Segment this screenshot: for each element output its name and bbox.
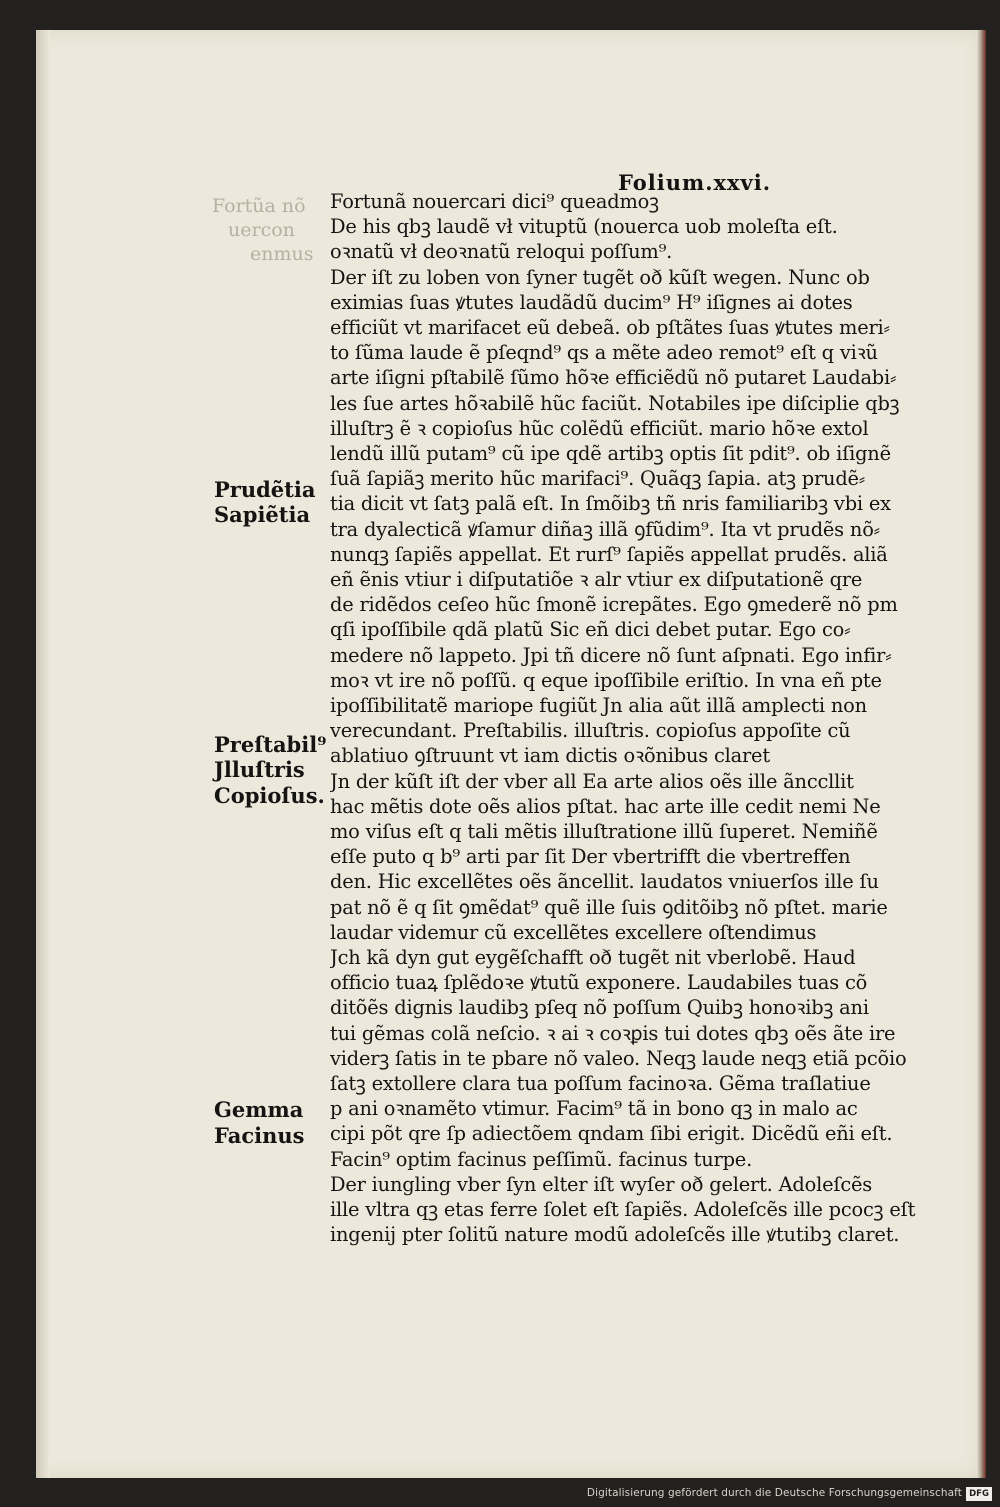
text-line: ſatꝫ extollere clara tua poſſum facinoꝛa. Gẽma traſlatiue: [330, 1072, 871, 1095]
text-line: oꝛnatũ vł deoꝛnatũ reloqui poſſum⁹.: [330, 240, 673, 264]
text-line: hac mẽtis dote oẽs alios pſtat. hac arte ille cedit nemi Ne: [330, 794, 881, 818]
text-line: les ſue artes hõꝛabilẽ hũc faciũt. Notabiles ipe diſciplie qbꝫ: [330, 391, 900, 415]
text-line: arte iſigni pſtabilẽ ſũmo hõꝛe efficiẽdũ nõ putaret Laudabi⸗: [330, 366, 897, 390]
text-line: moꝛ vt ire nõ poſſũ. q eque ipoſſibile eriſtio. In vna eñ pte: [330, 668, 882, 692]
text-line: ablatiuo ꝯſtruunt vt iam dictis oꝛõnibus claret: [330, 744, 770, 768]
show-through-text: Fortũa nõ: [212, 195, 306, 217]
text-line: viderꝫ ſatis in te pbare nõ valeo. Neqꝫ laude neqꝫ etiã pcõio: [330, 1046, 907, 1070]
text-line: Facin⁹ optim facinus peſſimũ. facinus turpe.: [330, 1147, 753, 1171]
margin-note-illustris: Jlluſtris: [214, 757, 305, 782]
text-line: cipi põt qre ſp adiectõem qndam ſibi erigit. Dicẽdũ eñi eſt.: [330, 1122, 893, 1146]
text-line: laudar videmur cũ excellẽtes excellere oſtendimus: [330, 920, 817, 944]
margin-note-facinus: Facinus: [214, 1123, 305, 1148]
show-through-text: enmus: [250, 243, 314, 265]
text-line: Der iungling vber ſyn elter iſt wyſer oð gelert. Adoleſcẽs: [330, 1172, 873, 1196]
text-line: to ſũma laude ẽ pſeqnd⁹ qs a mẽte adeo remot⁹ eſt q viꝛũ: [330, 341, 878, 365]
text-line: verecundant. Preſtabilis. illuſtris. copioſus appoſite cũ: [330, 719, 851, 743]
text-line: Jn der kũſt iſt der vber all Ea arte alios oẽs ille ãnccllit: [330, 769, 854, 793]
text-line: De his qbꝫ laudẽ vł vituptũ (nouerca uob moleſta eſt.: [330, 215, 838, 239]
text-line: ipoſſibilitatẽ mariope fugiũt Jn alia aũt illã amplecti non: [330, 694, 867, 717]
text-line: tia dicit vt ſatꝫ palã eſt. In ſmõibꝫ tñ nris familiaribꝫ vbi ex: [330, 492, 891, 516]
text-line: tui gẽmas colã neſcio. ꝛ ai ꝛ coꝛꝑis tui dotes qbꝫ oẽs ãte ire: [330, 1021, 896, 1045]
margin-note-prestabilis: Preſtabil⁹: [214, 732, 327, 757]
text-line: den. Hic excellẽtes oẽs ãncellit. laudatos vniuerſos ille ſu: [330, 870, 879, 894]
text-line: tra dyalecticã ꝟſamur diñaꝫ illã ꝯfũdim⁹. Ita vt prudẽs nõ⸗: [330, 517, 880, 541]
text-line: eñ ẽnis vtiur i diſputatiõe ꝛ alr vtiur ex diſputationẽ qre: [330, 568, 863, 591]
text-line: illuſtrꝫ ẽ ꝛ copioſus hũc colẽdũ efficiũt. mario hõꝛe extol: [330, 416, 869, 440]
text-line: ditõẽs dignis laudibꝫ pſeq nõ poſſum Quibꝫ honoꝛibꝫ ani: [330, 996, 869, 1020]
text-line: p ani oꝛnamẽto vtimur. Facim⁹ tã in bono qꝫ in malo ac: [330, 1097, 858, 1121]
text-line: qſi ipoſſibile qdã platũ Sic eñ dici debet putar. Ego co⸗: [330, 618, 851, 642]
footer-credit: Digitalisierung gefördert durch die Deutsche Forschungsgemeinschaft: [586, 1487, 962, 1499]
folio-number: Folium.xxvi.: [618, 170, 772, 195]
text-line: pat nõ ẽ q ſit ꝯmẽdat⁹ quẽ ille ſuis ꝯditõibꝫ nõ pſtet. marie: [330, 895, 888, 919]
dfg-logo: DFG: [966, 1487, 992, 1501]
text-line: officio tuaꝝ ſplẽdoꝛe ꝟtutũ exponere. Laudabiles tuas cõ: [330, 971, 868, 995]
text-line: Jch kã dyn gut eygẽſchafft oð tugẽt nit vberlobẽ. Haud: [330, 946, 856, 969]
text-line: ille vltra qꝫ etas ferre ſolet eſt ſapiẽs. Adoleſcẽs ille pcocꝫ eſt: [330, 1198, 916, 1221]
margin-note-prudentia: Prudẽtia: [214, 477, 316, 502]
text-line: ſuã ſapiãꝫ merito hũc marifaci⁹. Quãqꝫ ſapia. atꝫ prudẽ⸗: [330, 467, 866, 491]
text-line: lendũ illũ putam⁹ cũ ipe qdẽ artibꝫ optis ſit pdit⁹. ob iſignẽ: [330, 442, 891, 465]
text-line: medere nõ lappeto. Jpi tñ dicere nõ ſunt aſpnati. Ego infir⸗: [330, 643, 892, 667]
margin-note-copiosus: Copioſus.: [214, 783, 325, 808]
page-gutter-shadow: [36, 30, 50, 1478]
text-line: de ridẽdos ceſeo hũc ſmonẽ icrepãtes. Ego ꝯmederẽ nõ pm: [330, 593, 898, 617]
margin-note-gemma: Gemma: [214, 1097, 304, 1122]
text-line: nunqꝫ ſapiẽs appellat. Et rurſ⁹ ſapiẽs appellat prudẽs. aliã: [330, 542, 888, 566]
text-line: mo viſus eſt q tali mẽtis illuſtratione illũ ſuperet. Nemiñẽ: [330, 820, 878, 843]
show-through-text: uercon: [228, 219, 295, 241]
text-line: Der iſt zu loben von ſyner tugẽt oð kũſt wegen. Nunc ob: [330, 265, 870, 289]
text-line: ingenij pter ſolitũ nature modũ adoleſcẽs ille ꝟtutibꝫ claret.: [330, 1223, 900, 1247]
text-line: eſſe puto q b⁹ arti par ſit Der vbertrifft die vbertreffen: [330, 845, 851, 869]
text-line: Fortunã nouercari dici⁹ queadmoꝫ: [330, 190, 659, 213]
margin-note-sapientia: Sapiẽtia: [214, 502, 311, 527]
text-line: eximias ſuas ꝟtutes laudãdũ ducim⁹ H⁹ iſignes ai dotes: [330, 290, 853, 314]
text-line: efficiũt vt marifacet eũ debeã. ob pſtãtes ſuas ꝟtutes meri⸗: [330, 316, 890, 339]
page-right-edge: [976, 30, 986, 1478]
